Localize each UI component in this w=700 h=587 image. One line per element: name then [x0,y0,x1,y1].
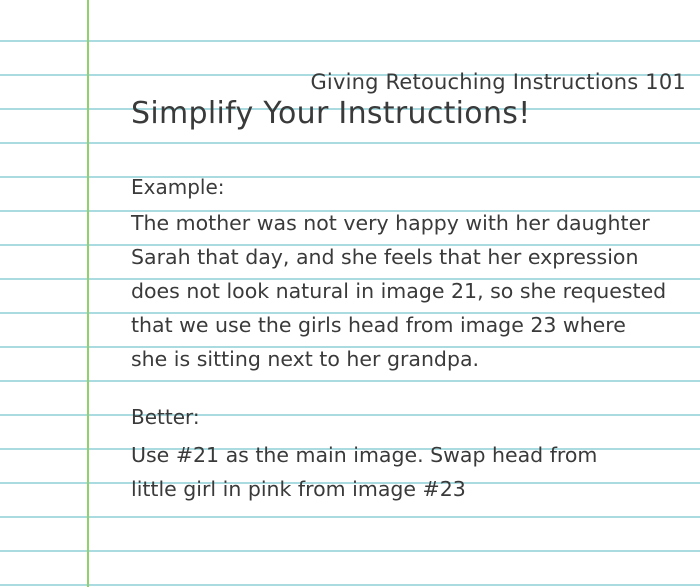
example-line: that we use the girls head from image 23 where [131,313,626,337]
example-line: she is sitting next to her grandpa. [131,347,480,371]
example-text [131,206,666,376]
example-line: Sarah that day, and she feels that her expression [131,245,639,269]
better-line: Use #21 as the main image. Swap head from [131,443,598,467]
margin-line [87,0,89,587]
better-text [131,438,597,506]
example-label: Example: [131,175,225,199]
example-line: does not look natural in image 21, so she requested [131,279,667,303]
better-label: Better: [131,405,200,429]
page-title: Simplify Your Instructions! [131,96,531,131]
better-line: little girl in pink from image #23 [131,477,466,501]
page-header: Giving Retouching Instructions 101 [310,70,686,94]
example-line: The mother was not very happy with her daughter [131,211,650,235]
